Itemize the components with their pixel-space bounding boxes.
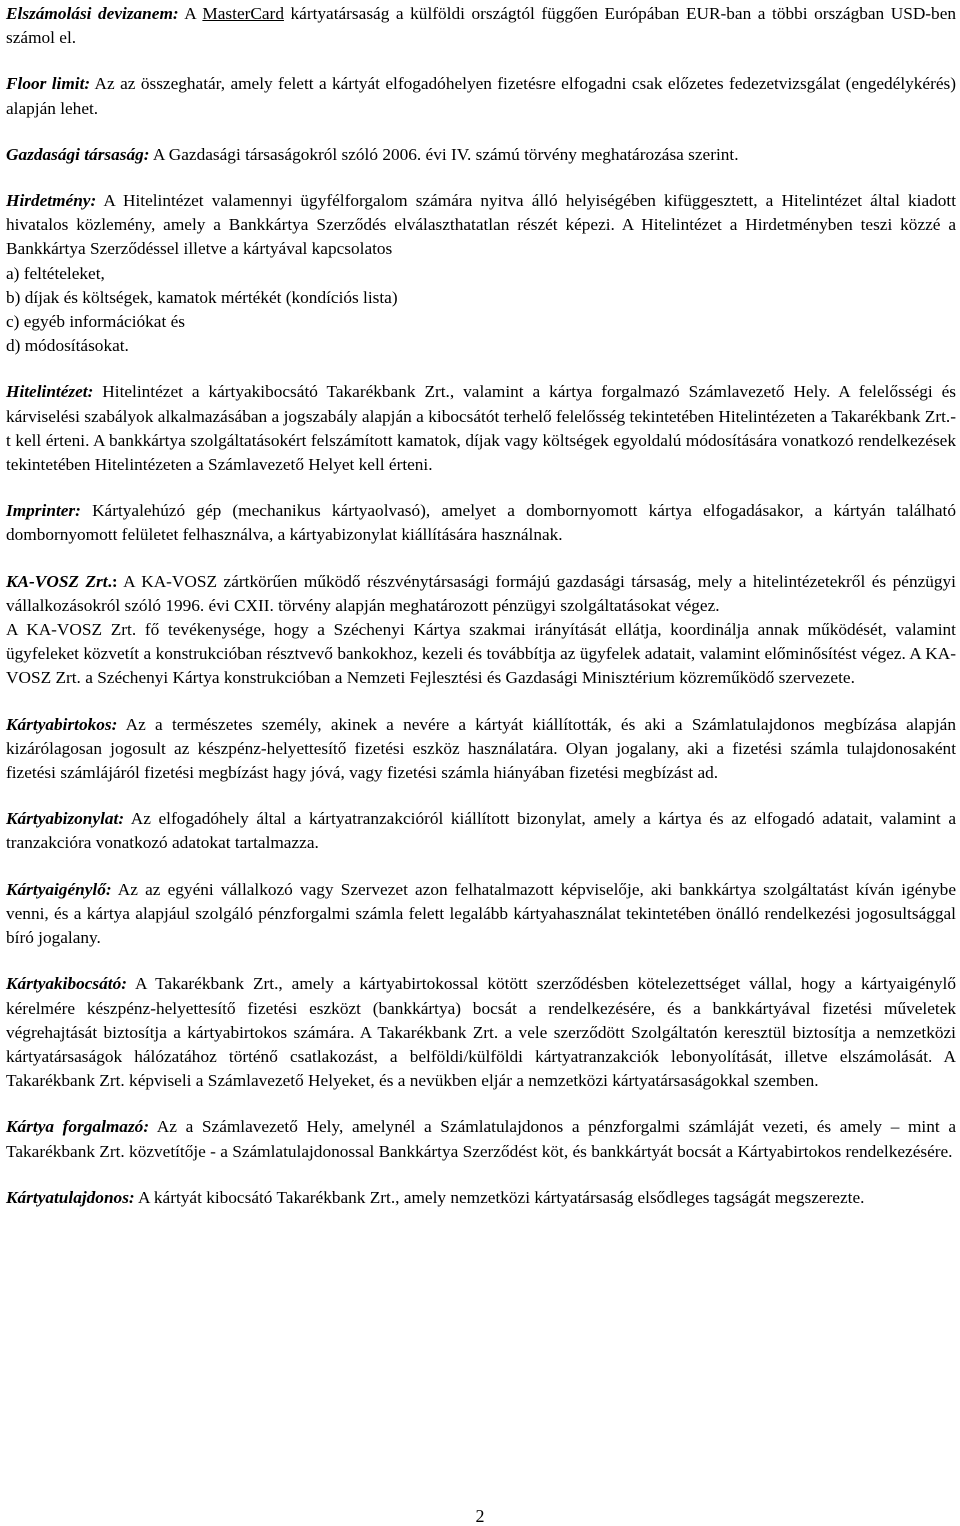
term-floor-limit: Floor limit:	[6, 74, 91, 94]
document-page	[6, 2, 956, 1210]
definition-kartyaigenylo: Kártyaigénylő: Az az egyéni vállalkozó vagy Szervezet azon felhatalmazott képviselője, aki bankkártya szolgáltatást kíván igénybe venni, és a kártya alapjául szolgáló pénzforgalmi számla felett legalább kártyahasználat tekintetében önálló rendelkezési jogosultsággal bíró jogalany.	[6, 879, 956, 948]
definition-floor-limit: Floor limit: Az az összeghatár, amely felett a kártyát elfogadóhelyen fizetésre elfogadni csak előzetes fedezetvizsgálat (engedélykérés) alapján lehet.	[6, 74, 956, 118]
term-kartyakibocsato: Kártyakibocsátó:	[6, 974, 127, 994]
term-hitelintezet: Hitelintézet:	[6, 382, 94, 402]
list-item: a) feltételeket,	[6, 263, 105, 283]
term-kartyabizonylat: Kártyabizonylat:	[6, 809, 125, 829]
term-gazdasagi-tarsasag: Gazdasági társaság:	[6, 144, 150, 164]
term-hirdetmeny: Hirdetmény:	[6, 191, 97, 211]
definition-kartyakibocsato: Kártyakibocsátó: A Takarékbank Zrt., amely a kártyabirtokossal kötött szerződésben kötelezettséget vállal, hogy a kártyaigénylő kérelmére készpénz-helyettesítő fizetési eszközt (bankkártya) bocsát a rendelkezésére, és a bankkártyával fizetési műveletek végrehajtását biztosítja a kártyabirtokos számára. A Takarékbank Zrt. a vele szerződött Szolgáltatón keresztül biztosítja a nemzetközi kártyatársaságok hálózatához történő csatlakozást, a belföldi/külföldi kártyatranzakciók lebonyolítását, illetve elszámolását. A Takarékbank Zrt. képviseli a Számlavezető Helyeket, és a nevükben eljár a nemzetközi kártyatársaságokkal szemben.	[6, 974, 956, 1091]
term-kartyabirtokos: Kártyabirtokos:	[6, 714, 118, 734]
definition-kavosz: KA-VOSZ Zrt.: A KA-VOSZ zártkörűen működő részvénytársasági formájú gazdasági társaság, mely a hitelintézetekről és pénzügyi vállalkozásokról szóló 1996. évi CXII. törvény alapján meghatározott pénzügyi szolgáltatásokat végez.	[6, 571, 956, 615]
definition-kartyabirtokos: Kártyabirtokos: Az a természetes személy, akinek a nevére a kártyát kiállították, és aki a Számlatulajdonos megbízása alapján kizárólagosan jogosult az készpénz-helyettesítő fizetési eszköz használatára. Olyan jogalany, aki a fizetési számla tulajdonosaként fizetési számlájáról fizetési megbízást hagy jóvá, vagy fizetési számla hiányában fizetési megbízást ad.	[6, 714, 956, 783]
definition-gazdasagi-tarsasag: Gazdasági társaság: A Gazdasági társaságokról szóló 2006. évi IV. számú törvény meghatározása szerint.	[6, 144, 739, 164]
list-item: d) módosításokat.	[6, 336, 129, 356]
definition-hirdetmeny: Hirdetmény: A Hitelintézet valamennyi ügyfélforgalom számára nyitva álló helyiségében kifüggesztett, a Hitelintézet által kiadott hivatalos közlemény, amely a Bankkártya Szerződés elválaszthatatlan részét képezi. A Hitelintézet a Hirdetményben teszi közzé a Bankkártya Szerződéssel illetve a kártyával kapcsolatos	[6, 191, 956, 259]
list-item: c) egyéb információkat és	[6, 312, 185, 332]
page-number: 2	[475, 1506, 485, 1526]
definition-hitelintezet: Hitelintézet: Hitelintézet a kártyakibocsátó Takarékbank Zrt., valamint a kártya forgalmazó Számlavezető Hely. A felelősségi és kárviselési szabályok alkalmazásában a jogszabály alapján a kibocsátót terhelő felelősség tekintetében Hitelintézeten a Takarékbank Zrt.-t kell érteni. A bankkártya szolgáltatásokért felszámított kamatok, díjak vagy költségek egyoldalú módosítására vonatkozó rendelkezések tekintetében Hitelintézeten a Számlavezető Helyet kell érteni.	[6, 382, 956, 475]
term-kartyatulajdonos: Kártyatulajdonos:	[6, 1187, 135, 1207]
definition-kartya-forgalmazo: Kártya forgalmazó: Az a Számlavezető Hely, amelynél a Számlatulajdonos a pénzforgalmi számláját vezeti, és amely – mint a Takarékbank Zrt. közvetítője - a Számlatulajdonossal Bankkártya Szerződést köt, és bankkártyát bocsát a Kártyabirtokos rendelkezésére.	[6, 1117, 957, 1161]
definition-imprinter: Imprinter: Kártyalehúzó gép (mechanikus kártyaolvasó), amelyet a dombornyomott kártya elfogadásakor, a kártyán található dombornyomott felületet felhasználva, a kártyabizonylat kiállítására használnak.	[6, 501, 956, 545]
kavosz-paragraph-2: A KA-VOSZ Zrt. fő tevékenysége, hogy a Széchenyi Kártya szakmai irányítását ellátja, koordinálja annak működését, valamint ügyfeleket közvetít a konstrukcióban résztvevő bankokhoz, kezeli és továbbítja az ügyfelek adatait, valamint előminősítést végez. A KA-VOSZ Zrt. a Széchenyi Kártya konstrukcióban a Nemzeti Fejlesztési és Gazdasági Minisztérium közreműködő szervezete.	[6, 620, 956, 688]
term-kavosz: KA-VOSZ Zrt	[6, 571, 108, 591]
definition-kartyabizonylat: Kártyabizonylat: Az elfogadóhely által a kártyatranzakcióról kiállított bizonylat, amely a kártya és az elfogadó adatait, valamint a tranzakcióra vonatkozó adatokat tartalmazza.	[6, 809, 956, 853]
term-imprinter: Imprinter:	[6, 501, 81, 521]
list-item: b) díjak és költségek, kamatok mértékét (kondíciós lista)	[6, 287, 398, 307]
definition-devizanem: Elszámolási devizanem: A MasterCard kártyatársaság a külföldi országtól függően Európában EUR-ban a többi országban USD-ben számol el.	[6, 4, 957, 48]
term-kartyaigenylo: Kártyaigénylő:	[6, 879, 112, 899]
mastercard-link-text: MasterCard	[202, 4, 284, 23]
definition-kartyatulajdonos: Kártyatulajdonos: A kártyát kibocsátó Takarékbank Zrt., amely nemzetközi kártyatársaság elsődleges tagságát megszerezte.	[6, 1187, 865, 1207]
term-devizanem: Elszámolási devizanem:	[6, 4, 179, 23]
term-kartya-forgalmazo: Kártya forgalmazó:	[6, 1117, 150, 1137]
